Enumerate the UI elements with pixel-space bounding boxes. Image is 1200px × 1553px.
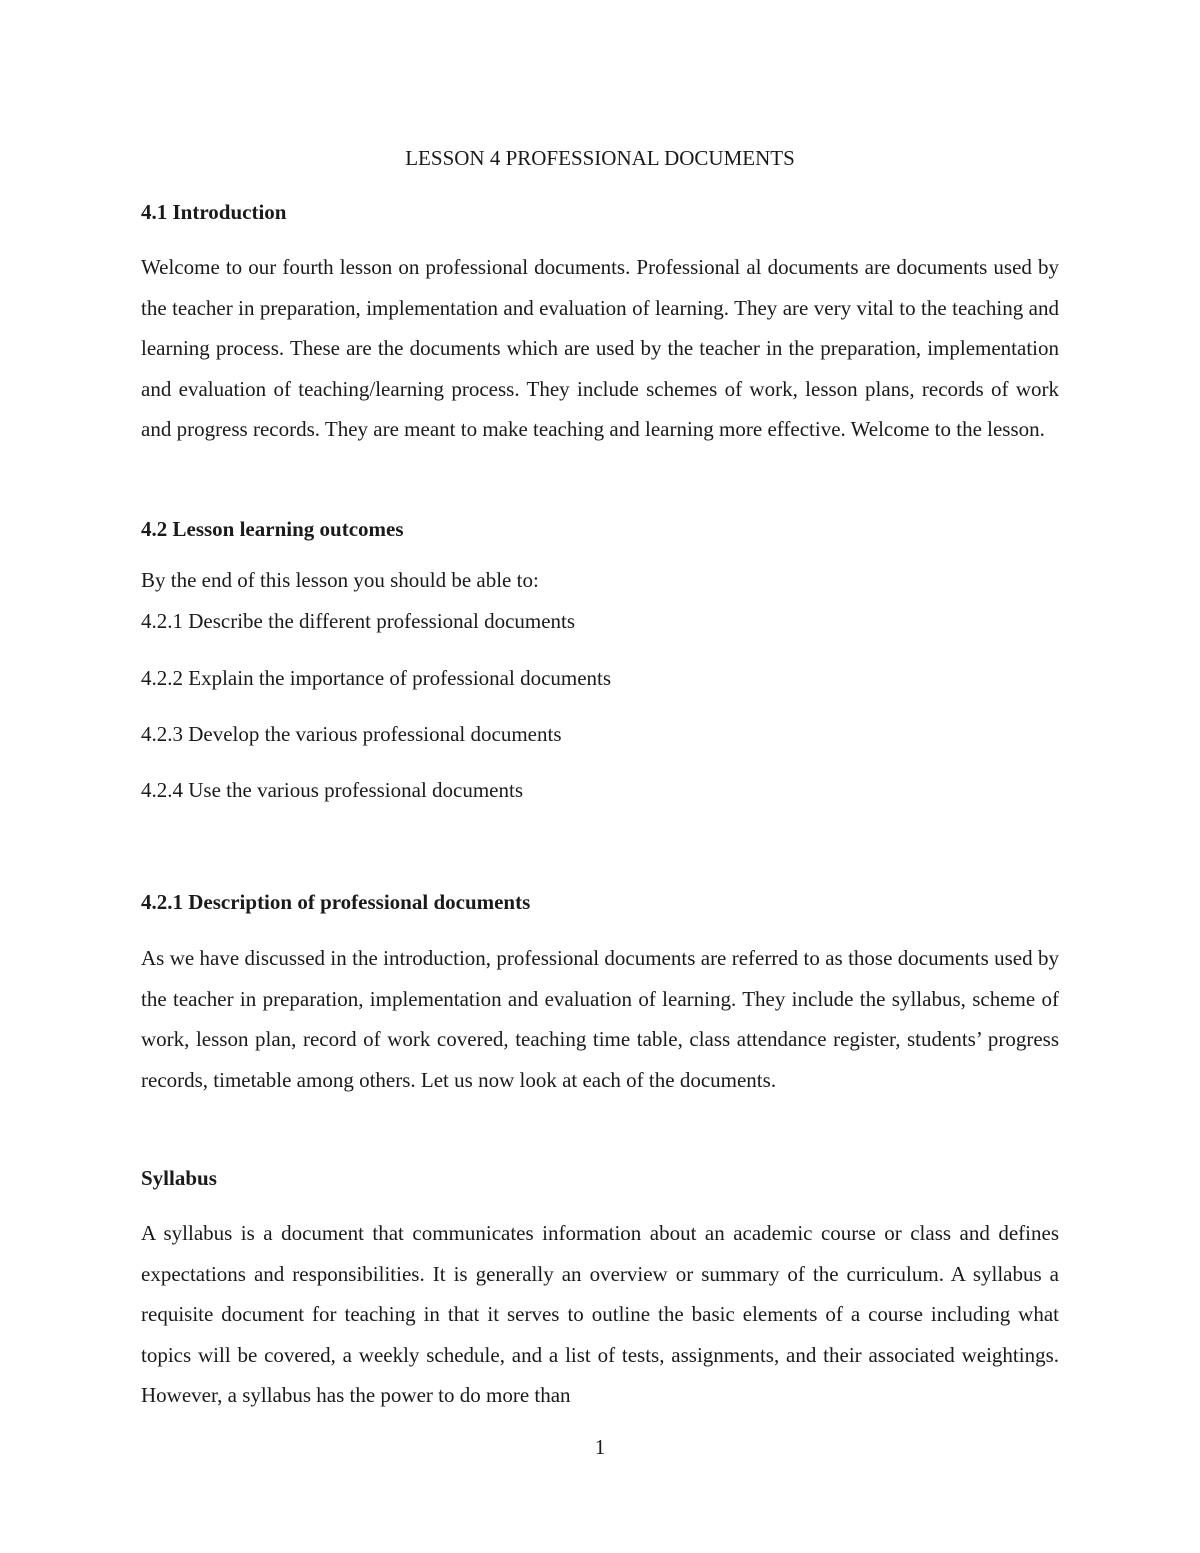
outcome-item: 4.2.4 Use the various professional documents — [141, 778, 524, 802]
section-heading-outcomes: 4.2 Lesson learning outcomes — [141, 517, 404, 541]
introduction-paragraph: Welcome to our fourth lesson on professional documents. Professional al documents are documents used by the teacher in preparation, implementation and evaluation of learning. They are very vital to the teaching and learning process. These are the documents which are used by the teacher in the preparation, implementation and evaluation of teaching/learning process. They include schemes of work, lesson plans, records of work and progress records. They are meant to make teaching and learning more effective. Welcome to the lesson. — [141, 255, 1059, 441]
outcomes-intro: By the end of this lesson you should be able to: — [141, 568, 539, 592]
outcome-item: 4.2.2 Explain the importance of professional documents — [141, 666, 612, 690]
syllabus-paragraph: A syllabus is a document that communicates information about an academic course or class and defines expectations and responsibilities. It is generally an overview or summary of the curriculum. A syllabus a requisite document for teaching in that it serves to outline the basic elements of a course including what topics will be covered, a weekly schedule, and a list of tests, assignments, and their associated weightings. However, a syllabus has the power to do more than — [141, 1221, 1059, 1407]
page-number: 1 — [594, 1435, 606, 1459]
section-heading-introduction: 4.1 Introduction — [141, 200, 287, 224]
section-heading-description: 4.2.1 Description of professional documents — [141, 890, 531, 914]
section-heading-syllabus: Syllabus — [141, 1166, 217, 1190]
description-paragraph: As we have discussed in the introduction, professional documents are referred to as those documents used by the teacher in preparation, implementation and evaluation of learning. They include the syllabus, scheme of work, lesson plan, record of work covered, teaching time table, class attendance register, students’ progress records, timetable among others. Let us now look at each of the documents. — [141, 946, 1059, 1092]
document-title: LESSON 4 PROFESSIONAL DOCUMENTS — [405, 146, 795, 170]
outcome-item: 4.2.3 Develop the various professional documents — [141, 722, 562, 746]
outcome-item: 4.2.1 Describe the different professional documents — [141, 609, 576, 633]
